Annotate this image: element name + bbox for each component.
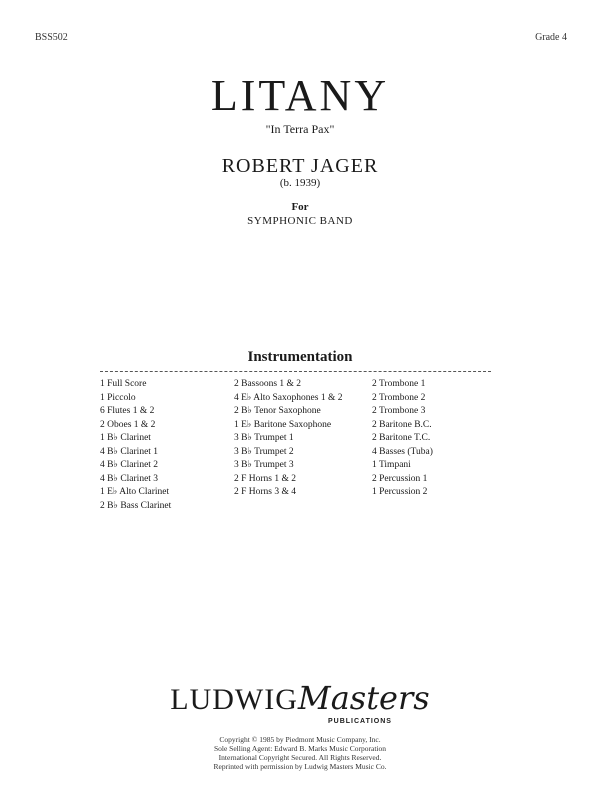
list-item: 2 F Horns 1 & 2 xyxy=(234,473,297,484)
list-item: 3 B♭ Trumpet 2 xyxy=(234,446,294,457)
list-item: 2 Oboes 1 & 2 xyxy=(100,419,156,430)
list-item: 1 Piccolo xyxy=(100,392,136,403)
list-item: 1 Full Score xyxy=(100,379,147,389)
list-item: 3 B♭ Trumpet 3 xyxy=(234,460,294,470)
title-block xyxy=(0,71,600,227)
list-item: 4 E♭ Alto Saxophones 1 & 2 xyxy=(234,392,343,403)
list-item: 2 Baritone T.C. xyxy=(372,433,431,443)
list-item: 2 Trombone 1 xyxy=(372,379,426,389)
list-item: 4 B♭ Clarinet 2 xyxy=(100,460,159,470)
list-item: 2 Trombone 2 xyxy=(372,392,426,403)
copyright-notice xyxy=(0,735,600,771)
list-item: 4 B♭ Clarinet 1 xyxy=(100,446,159,457)
catalog-number: BSS502 xyxy=(35,32,68,43)
list-item: 2 B♭ Tenor Saxophone xyxy=(234,406,321,416)
copyright-line: Sole Selling Agent: Edward B. Marks Music Corporation xyxy=(213,744,387,753)
composer-name: ROBERT JAGER xyxy=(221,155,379,177)
logo-publications: PUBLICATIONS xyxy=(328,718,392,725)
for-label: For xyxy=(291,201,309,213)
copyright-line: International Copyright Secured. All Rights Reserved. xyxy=(218,753,382,762)
list-item: 3 B♭ Trumpet 1 xyxy=(234,433,294,443)
instrumentation-column-3 xyxy=(372,378,433,500)
list-item: 2 Trombone 3 xyxy=(372,406,426,416)
list-item: 1 Percussion 2 xyxy=(372,487,428,497)
list-item: 2 B♭ Bass Clarinet xyxy=(100,500,172,511)
instrumentation-list xyxy=(100,378,500,518)
subtitle: "In Terra Pax" xyxy=(265,122,335,136)
instrumentation-heading: Instrumentation xyxy=(247,349,353,365)
grade-label: Grade 4 xyxy=(535,32,567,43)
list-item: 4 B♭ Clarinet 3 xyxy=(100,473,159,484)
logo-ludwig: LUDWIG xyxy=(170,683,298,716)
list-item: 1 B♭ Clarinet xyxy=(100,433,151,443)
list-item: 2 F Horns 3 & 4 xyxy=(234,487,297,497)
copyright-line: Reprinted with permission by Ludwig Masters Music Co. xyxy=(213,762,387,771)
publisher-logo xyxy=(0,679,600,725)
composer-dates: (b. 1939) xyxy=(279,177,321,189)
list-item: 2 Percussion 1 xyxy=(372,473,428,484)
instrumentation-divider xyxy=(100,371,491,372)
list-item: 6 Flutes 1 & 2 xyxy=(100,406,155,416)
list-item: 1 Timpani xyxy=(372,460,411,470)
list-item: 1 E♭ Baritone Saxophone xyxy=(234,419,332,430)
list-item: 1 E♭ Alto Clarinet xyxy=(100,487,170,497)
list-item: 4 Basses (Tuba) xyxy=(372,446,433,457)
copyright-line: Copyright © 1985 by Piedmont Music Company, Inc. xyxy=(219,735,381,744)
list-item: 2 Baritone B.C. xyxy=(372,419,432,430)
logo-masters: Masters xyxy=(297,679,430,717)
page-title: LITANY xyxy=(210,71,390,120)
instrumentation-column-1 xyxy=(100,378,171,513)
ensemble-label: SYMPHONIC BAND xyxy=(247,215,353,227)
list-item: 2 Bassoons 1 & 2 xyxy=(234,379,302,389)
instrumentation-column-2 xyxy=(234,378,342,500)
